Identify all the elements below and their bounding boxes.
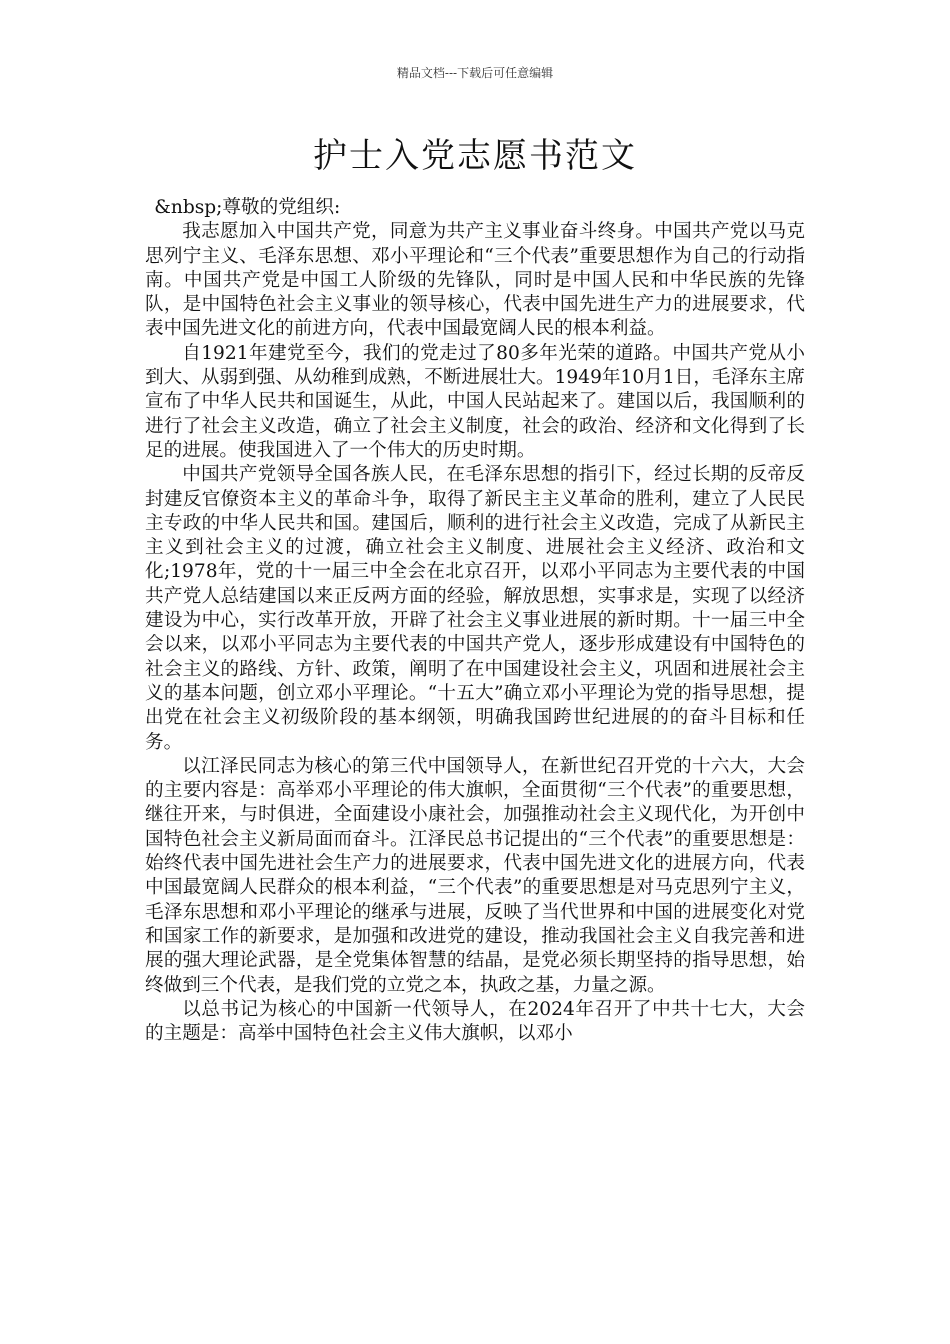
header-note: 精品文档---下载后可任意编辑: [396, 66, 554, 80]
paragraph-5: 以总书记为核心的中国新一代领导人，在2024年召开了中共十七大，大会的主题是：高举中国特色社会主义伟大旗帜，以邓小: [145, 998, 805, 1045]
document-body: [145, 196, 805, 1046]
salutation: &nbsp;尊敬的党组织:: [154, 197, 341, 218]
paragraph-4: 以江泽民同志为核心的第三代中国领导人，在新世纪召开党的十六大，大会的主要内容是：高举邓小平理论的伟大旗帜，全面贯彻“三个代表”的重要思想，继往开来，与时俱进，全面建设小康社会，加强推动社会主义现代化，为开创中国特色社会主义新局面而奋斗。江泽民总书记提出的“三个代表”的重要思想是：始终代表中国先进社会生产力的进展要求，代表中国先进文化的进展方向，代表中国最宽阔人民群众的根本利益，“三个代表”的重要思想是对马克思列宁主义，毛泽东思想和邓小平理论的继承与进展，反映了当代世界和中国的进展变化对党和国家工作的新要求，是加强和改进党的建设，推动我国社会主义自我完善和进展的强大理论武器，是全党集体智慧的结晶，是党必须长期坚持的指导思想，始终做到三个代表，是我们党的立党之本，执政之基，力量之源。: [145, 755, 805, 996]
paragraph-2: 自1921年建党至今，我们的党走过了80多年光荣的道路。中国共产党从小到大、从弱到强、从幼稚到成熟，不断进展壮大。1949年10月1日，毛泽东主席宣布了中华人民共和国诞生，从此，中国人民站起来了。建国以后，我国顺利的进行了社会主义改造，确立了社会主义制度，社会的政治、经济和文化得到了长足的进展。使我国进入了一个伟大的历史时期。: [145, 342, 805, 461]
document-title: 护士入党志愿书范文: [313, 136, 637, 176]
paragraph-1: 我志愿加入中国共产党，同意为共产主义事业奋斗终身。中国共产党以马克思列宁主义、毛泽东思想、邓小平理论和“三个代表”重要思想作为自己的行动指南。中国共产党是中国工人阶级的先锋队，同时是中国人民和中华民族的先锋队，是中国特色社会主义事业的领导核心，代表中国先进生产力的进展要求，代表中国先进文化的前进方向，代表中国最宽阔人民的根本利益。: [145, 221, 805, 340]
paragraph-3: 中国共产党领导全国各族人民，在毛泽东思想的指引下，经过长期的反帝反封建反官僚资本主义的革命斗争，取得了新民主主义革命的胜利，建立了人民民主专政的中华人民共和国。建国后，顺利的进行社会主义改造，完成了从新民主主义到社会主义的过渡，确立社会主义制度、进展社会主义经济、政治和文化;1978年，党的十一届三中全会在北京召开，以邓小平同志为主要代表的中国共产党人总结建国以来正反两方面的经验，解放思想，实事求是，实现了以经济建设为中心，实行改革开放，开辟了社会主义事业进展的新时期。十一届三中全会以来，以邓小平同志为主要代表的中国共产党人，逐步形成建设有中国特色的社会主义的路线、方针、政策，阐明了在中国建设社会主义，巩固和进展社会主义的基本问题，创立邓小平理论。“十五大”确立邓小平理论为党的指导思想，提出党在社会主义初级阶段的基本纲领，明确我国跨世纪进展的的奋斗目标和任务。: [145, 464, 805, 753]
